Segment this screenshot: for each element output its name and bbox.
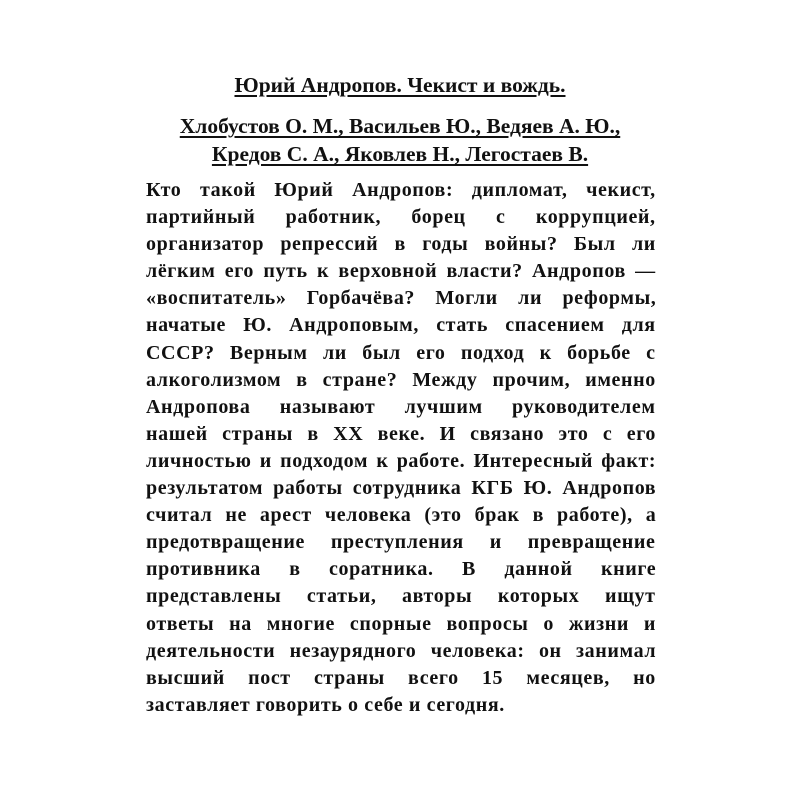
- description-line: партийный работник, борец с коррупцией,: [146, 206, 656, 229]
- description-line: деятельности незаурядного человека: он занимал: [146, 639, 657, 662]
- description-line: организатор репрессий в годы войны? Был ли: [146, 233, 656, 256]
- description-line: результатом работы сотрудника КГБ Ю. Андропов: [146, 477, 657, 500]
- authors-line-1: Хлобустов О. М., Васильев Ю., Ведяев А. Ю.,: [179, 114, 621, 138]
- book-description: [146, 177, 656, 719]
- description-line: начатые Ю. Андроповым, стать спасением для: [146, 314, 656, 337]
- authors-line-2: Кредов С. А., Яковлев Н., Легостаев В.: [211, 142, 589, 166]
- description-line: считал не арест человека (это брак в работе), а: [146, 504, 657, 527]
- description-line: лёгким его путь к верховной власти? Андропов —: [146, 260, 656, 283]
- description-line: Андропова называют лучшим руководителем: [146, 395, 656, 418]
- description-line: противника в соратника. В данной книге: [146, 558, 657, 581]
- description-line: Кто такой Юрий Андропов: дипломат, чекист,: [146, 179, 656, 201]
- description-line: «воспитатель» Горбачёва? Могли ли реформы,: [146, 287, 657, 310]
- description-line: предотвращение преступления и превращение: [146, 531, 656, 554]
- description-line: ответы на многие спорные вопросы о жизни и: [146, 612, 657, 635]
- book-title: Юрий Андропов. Чекист и вождь.: [234, 73, 566, 97]
- description-line: личностью и подходом к работе. Интересный факт:: [146, 449, 657, 472]
- description-line: высший пост страны всего 15 месяцев, но: [146, 666, 656, 689]
- description-line: алкоголизмом в стране? Между прочим, именно: [146, 368, 656, 391]
- description-line: нашей страны в XX веке. И связано это с его: [146, 422, 656, 445]
- description-line: представлены статьи, авторы которых ищут: [146, 585, 656, 608]
- title-block: [0, 70, 800, 168]
- description-line: заставляет говорить о себе и сегодня.: [146, 693, 505, 716]
- description-line: СССР? Верным ли был его подход к борьбе с: [146, 341, 656, 364]
